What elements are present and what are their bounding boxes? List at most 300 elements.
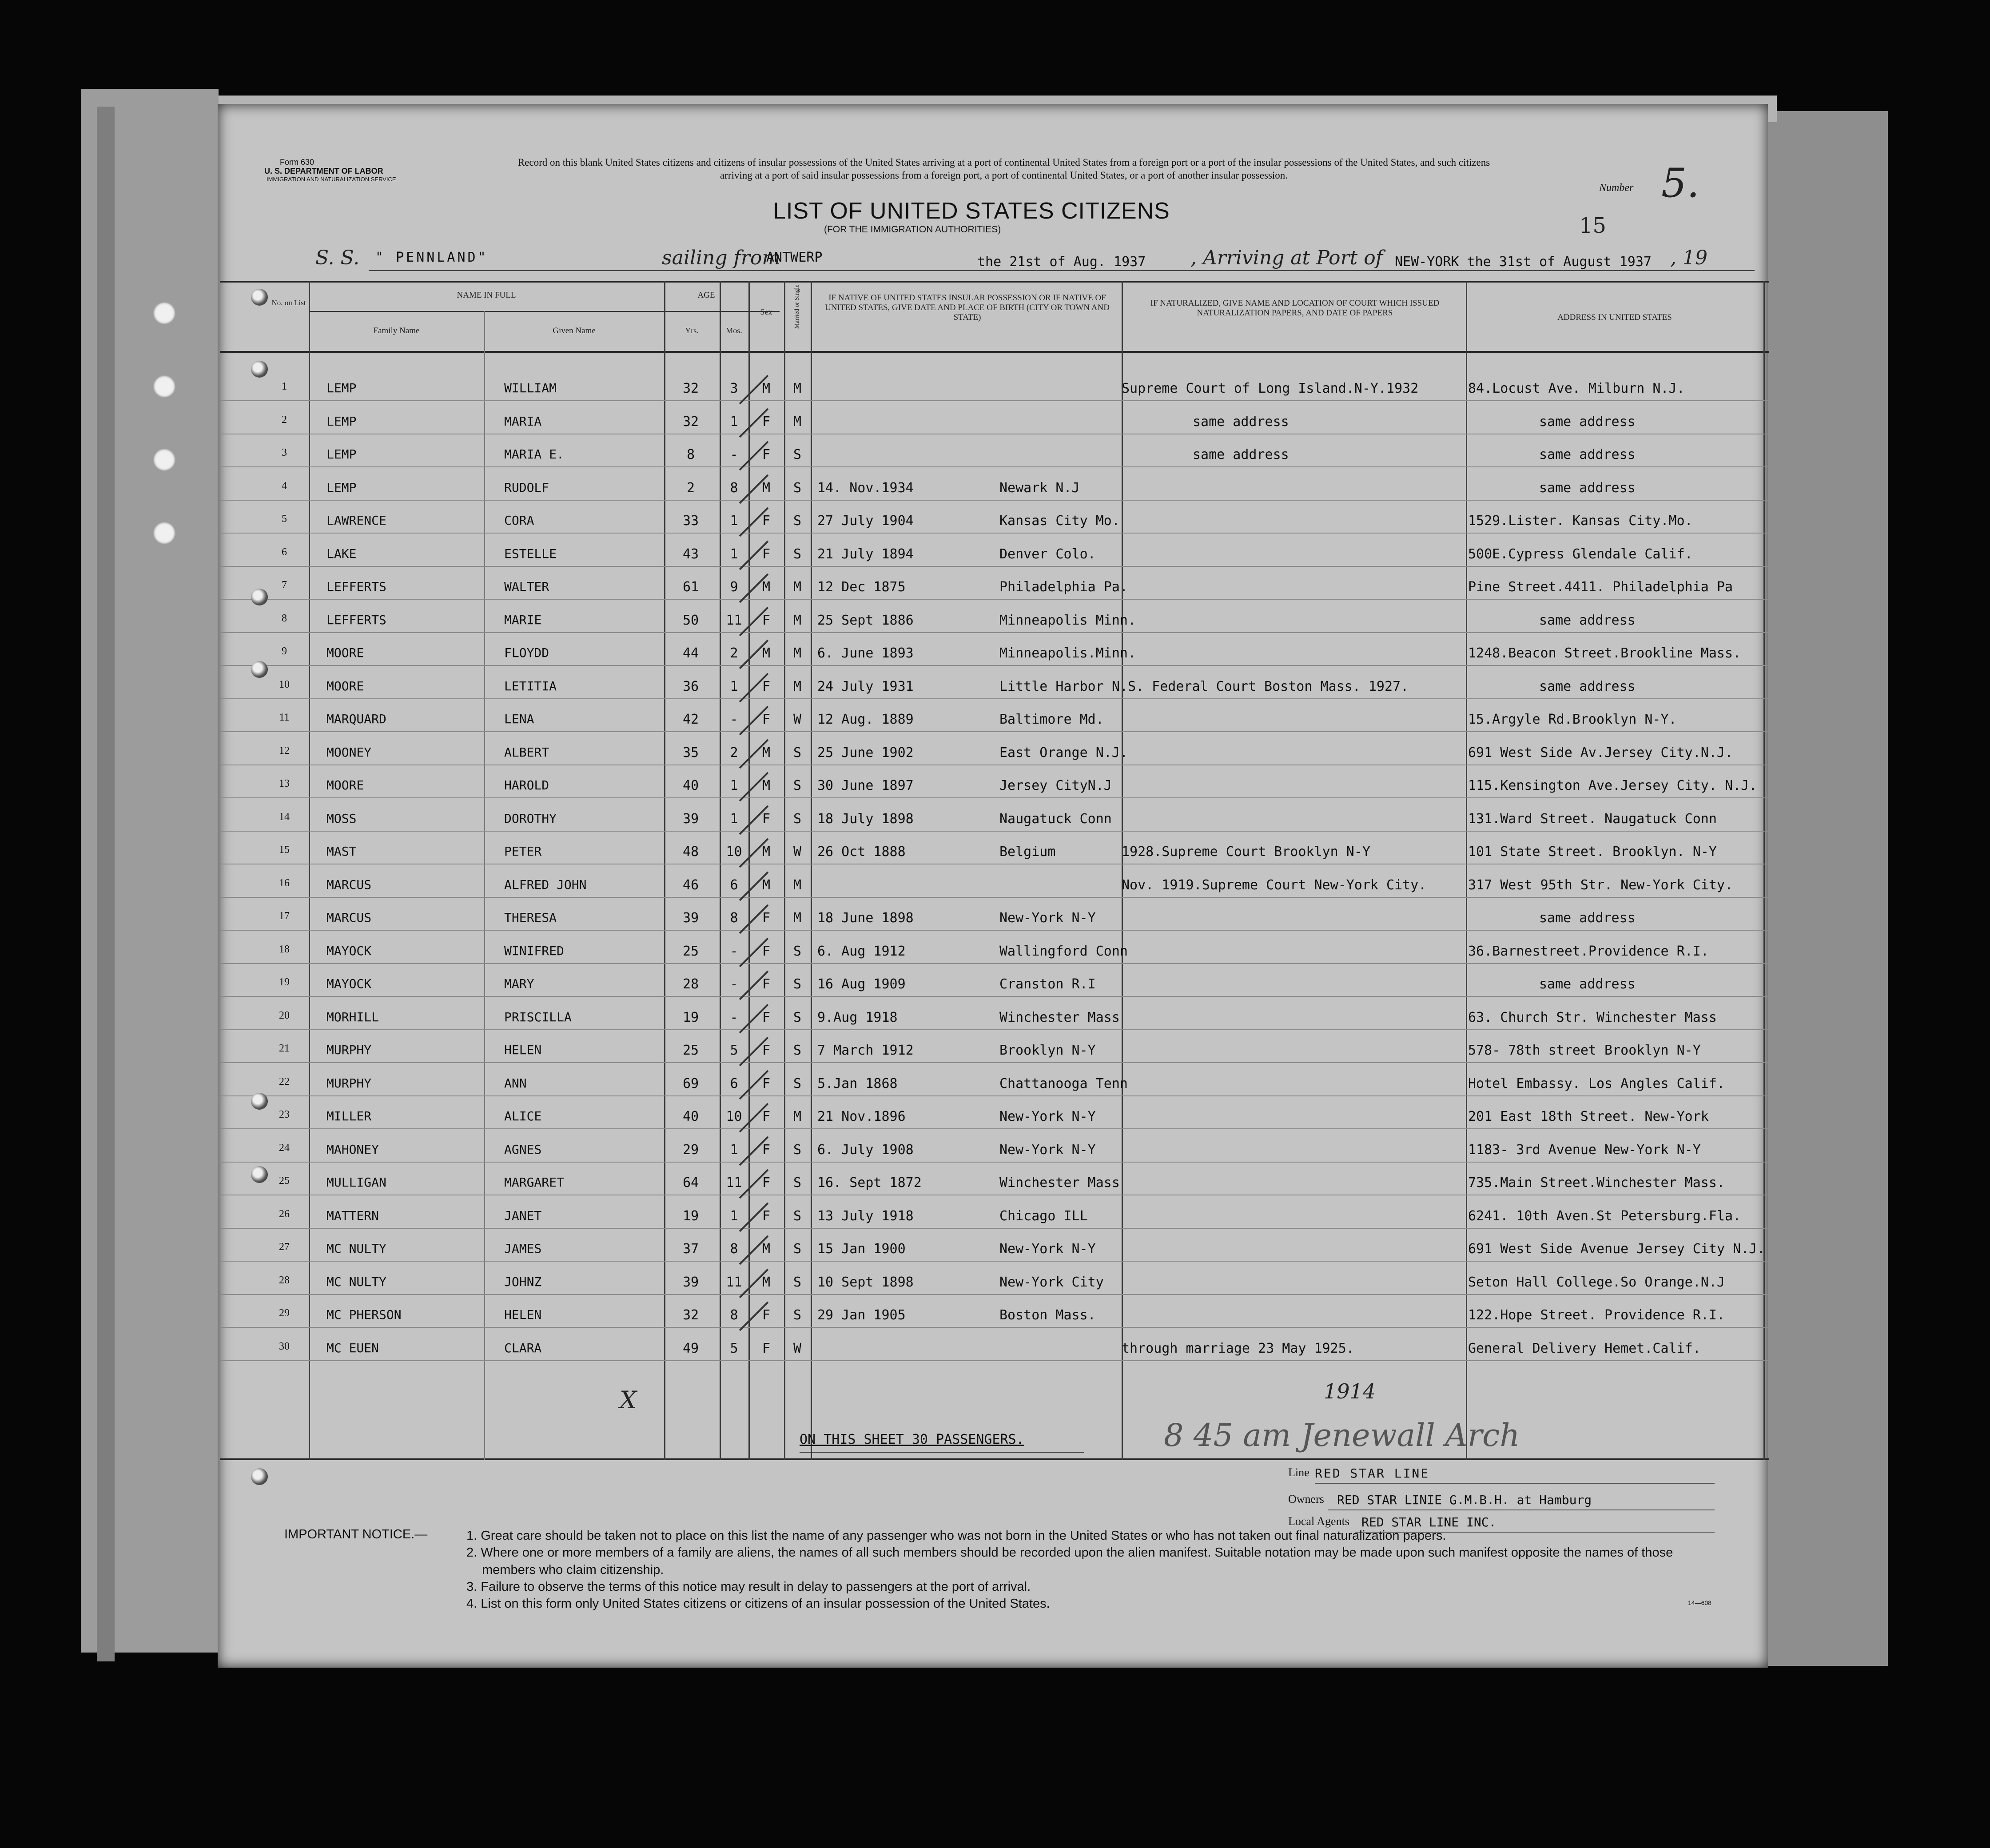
cell-ms: S <box>793 778 802 793</box>
cell-no: 21 <box>279 1043 290 1054</box>
cell-yrs: 39 <box>682 811 699 827</box>
cell-given: ALFRED JOHN <box>504 877 587 892</box>
cell-sex: M <box>762 1274 771 1290</box>
cell-bdate: 7 March 1912 <box>817 1043 914 1058</box>
cell-ms: W <box>793 844 802 860</box>
cell-given: PETER <box>504 844 542 859</box>
cell-ms: S <box>793 447 802 462</box>
notice-item: 2. Where one or more members of a family are aliens, the names of all such members should be recorded upon the alien manifest. Suitable notation may be made upon such manifest opposite the names of those members who claim citizenship. <box>466 1545 1673 1577</box>
cell-mos: 5 <box>730 1043 738 1058</box>
notice-list <box>466 1527 1719 1612</box>
row-divider <box>220 466 1769 467</box>
cell-addr: 1183- 3rd Avenue New-York N-Y <box>1468 1142 1701 1158</box>
table-bottom-border <box>220 1458 1769 1460</box>
row-divider <box>220 500 1769 501</box>
cell-ms: M <box>793 678 802 694</box>
cell-yrs: 61 <box>682 579 699 595</box>
ship-line-rule <box>369 270 1755 271</box>
row-divider <box>220 1360 1769 1361</box>
cell-given: MARIE <box>504 612 542 627</box>
agents-label: Local Agents <box>1288 1515 1349 1528</box>
cell-addr: 500E.Cypress Glendale Calif. <box>1468 546 1693 562</box>
header-given-name: Given Name <box>553 326 596 335</box>
cell-nat: Supreme Court of Long Island.N-Y.1932 <box>1122 381 1419 396</box>
col-line <box>1122 281 1123 1460</box>
header-sex: Sex <box>760 307 772 316</box>
cell-addr: same address <box>1539 447 1636 462</box>
cell-no: 17 <box>279 910 290 922</box>
cell-mos: 5 <box>730 1340 738 1356</box>
cell-sex: M <box>762 645 771 661</box>
cell-mos: 8 <box>730 480 738 496</box>
cell-given: HELEN <box>504 1043 542 1057</box>
cell-sex: M <box>762 778 771 793</box>
cell-yrs: 40 <box>682 778 699 793</box>
cell-no: 28 <box>279 1274 290 1286</box>
cell-bplace: Jersey CityN.J <box>999 778 1112 793</box>
cell-family: LAWRENCE <box>326 513 386 528</box>
cell-bdate: 24 July 1931 <box>817 678 914 694</box>
cell-no: 8 <box>282 612 287 624</box>
cell-sex: F <box>762 1307 771 1323</box>
cell-family: MURPHY <box>326 1075 372 1091</box>
cell-bdate: 12 Dec 1875 <box>817 579 906 595</box>
cell-bplace: East Orange N.J. <box>999 745 1128 761</box>
cell-addr: same address <box>1539 678 1636 694</box>
cell-mos: 6 <box>730 1075 738 1091</box>
cell-sex: F <box>762 414 771 430</box>
cell-addr: 1248.Beacon Street.Brookline Mass. <box>1468 645 1741 661</box>
punch-mark <box>251 1166 268 1183</box>
cell-addr: 1529.Lister. Kansas City.Mo. <box>1468 513 1693 529</box>
cell-mos: - <box>730 943 738 959</box>
cell-addr: Seton Hall College.So Orange.N.J <box>1468 1274 1725 1290</box>
cell-family: MILLER <box>326 1109 372 1123</box>
cell-mos: 11 <box>726 612 742 628</box>
cell-family: LEMP <box>326 480 357 495</box>
cell-family: LEFFERTS <box>326 612 386 627</box>
cell-addr: 101 State Street. Brooklyn. N-Y <box>1468 844 1717 860</box>
handwritten-x-mark: X <box>620 1386 637 1414</box>
cell-yrs: 49 <box>682 1340 699 1356</box>
header-bottom-border <box>220 351 1769 353</box>
cell-given: PRISCILLA <box>504 1009 572 1024</box>
cell-family: MAYOCK <box>326 976 372 991</box>
cell-given: MARY <box>504 976 534 991</box>
cell-family: MC NULTY <box>326 1274 386 1289</box>
cell-given: ANN <box>504 1075 527 1091</box>
cell-no: 18 <box>279 943 290 955</box>
cell-no: 11 <box>279 712 290 723</box>
cell-ms: M <box>793 612 802 628</box>
row-divider <box>220 930 1769 931</box>
ship-name: " PENNLAND" <box>375 250 488 265</box>
service-name: IMMIGRATION AND NATURALIZATION SERVICE <box>267 176 396 183</box>
cell-given: THERESA <box>504 910 557 925</box>
cell-given: MARIA E. <box>504 447 564 462</box>
cell-addr: 15.Argyle Rd.Brooklyn N-Y. <box>1468 712 1677 727</box>
row-divider <box>220 698 1769 699</box>
cell-given: ALICE <box>504 1109 542 1123</box>
cell-mos: 8 <box>730 1307 738 1323</box>
cell-addr: same address <box>1539 910 1636 926</box>
cell-given: ESTELLE <box>504 546 557 561</box>
cell-sex: F <box>762 1009 771 1025</box>
cell-ms: S <box>793 1208 802 1224</box>
header-married-single: Married or Single <box>793 284 800 329</box>
cell-addr: 691 West Side Avenue Jersey City N.J. <box>1468 1241 1765 1257</box>
cell-ms: S <box>793 1075 802 1091</box>
cell-addr: 578- 78th street Brooklyn N-Y <box>1468 1043 1701 1058</box>
cell-bdate: 27 July 1904 <box>817 513 914 529</box>
cell-family: MOORE <box>326 678 364 693</box>
footer-code: 14—608 <box>1688 1599 1711 1606</box>
cell-mos: 8 <box>730 1241 738 1257</box>
cell-bplace: New-York N-Y <box>999 1109 1096 1124</box>
passenger-table <box>220 281 1769 1460</box>
cell-mos: 2 <box>730 645 738 661</box>
cell-sex: M <box>762 745 771 761</box>
cell-addr: same address <box>1539 480 1636 496</box>
notice-item: 4. List on this form only United States citizens or citizens of an insular possession of the United States. <box>466 1597 1050 1611</box>
cell-ms: S <box>793 1175 802 1191</box>
col-line <box>309 281 310 1460</box>
cell-yrs: 2 <box>686 480 695 496</box>
cell-bdate: 26 Oct 1888 <box>817 844 906 860</box>
cell-sex: F <box>762 1142 771 1158</box>
cell-addr: General Delivery Hemet.Calif. <box>1468 1340 1701 1356</box>
cell-yrs: 35 <box>682 745 699 761</box>
line-value: RED STAR LINE <box>1315 1466 1430 1481</box>
page-number: 15 <box>1579 213 1607 238</box>
cell-nat: same address <box>1193 447 1289 462</box>
row-divider <box>220 1162 1769 1163</box>
row-divider <box>220 1261 1769 1262</box>
header-family-name: Family Name <box>373 326 420 335</box>
notice-label: IMPORTANT NOTICE.— <box>284 1527 428 1541</box>
cell-sex: F <box>762 712 771 727</box>
row-divider <box>220 1327 1769 1328</box>
cell-yrs: 33 <box>682 513 699 529</box>
sailing-label: sailing from <box>662 247 781 269</box>
cell-mos: 3 <box>730 381 738 396</box>
cell-yrs: 8 <box>686 447 695 462</box>
cell-bdate: 21 Nov.1896 <box>817 1109 906 1124</box>
year-suffix: , 19 <box>1670 247 1707 269</box>
cell-yrs: 28 <box>682 976 699 992</box>
cell-family: MOSS <box>326 811 357 826</box>
punch-mark <box>251 1468 268 1485</box>
cell-addr: Hotel Embassy. Los Angles Calif. <box>1468 1075 1725 1091</box>
cell-nat: Nov. 1919.Supreme Court New-York City. <box>1122 877 1427 893</box>
cell-bdate: 21 July 1894 <box>817 546 914 562</box>
punch-mark <box>251 661 268 678</box>
cell-ms: S <box>793 811 802 827</box>
cell-family: MORHILL <box>326 1009 379 1024</box>
cell-sex: M <box>762 877 771 893</box>
handwritten-stamp-note: 8 45 am Jenewall Arch <box>1164 1417 1520 1454</box>
row-divider <box>220 533 1769 534</box>
cell-addr: 6241. 10th Aven.St Petersburg.Fla. <box>1468 1208 1741 1224</box>
cell-yrs: 39 <box>682 1274 699 1290</box>
cell-family: LEFFERTS <box>326 579 386 594</box>
cell-family: MAHONEY <box>326 1142 379 1157</box>
sheet-total: ON THIS SHEET 30 PASSENGERS. <box>800 1432 1024 1447</box>
cell-family: LEMP <box>326 447 357 462</box>
cell-sex: F <box>762 612 771 628</box>
cell-addr: 36.Barnestreet.Providence R.I. <box>1468 943 1709 959</box>
cell-sex: M <box>762 844 771 860</box>
cell-bplace: Brooklyn N-Y <box>999 1043 1096 1058</box>
cell-bdate: 29 Jan 1905 <box>817 1307 906 1323</box>
cell-sex: F <box>762 546 771 562</box>
cell-bplace: Wallingford Conn <box>999 943 1128 959</box>
cell-ms: S <box>793 546 802 562</box>
cell-no: 6 <box>282 546 287 558</box>
cell-sex: F <box>762 1175 771 1191</box>
header-yrs: Yrs. <box>685 326 699 335</box>
cell-addr: same address <box>1539 414 1636 430</box>
row-divider <box>220 996 1769 997</box>
header-naturalized: IF NATURALIZED, GIVE NAME AND LOCATION OF COURT WHICH ISSUED NATURALIZATION PAPERS, AND DATE OF PAPERS <box>1150 299 1440 318</box>
punch-mark <box>251 361 268 378</box>
cell-ms: M <box>793 1109 802 1124</box>
cell-yrs: 40 <box>682 1109 699 1124</box>
record-instructions: Record on this blank United States citizens and citizens of insular possessions of the United States arriving at a port of continental United States from a foreign port or a port of the insular possessions of the United States, and such citizens arriving at a port of said insular possessions from a foreign port, a port of continental United States, or a port of another insular possession. <box>517 157 1490 181</box>
cell-bdate: 18 June 1898 <box>817 910 914 926</box>
cell-yrs: 46 <box>682 877 699 893</box>
row-divider <box>220 1228 1769 1229</box>
col-line <box>664 281 665 1460</box>
cell-bplace: New-York N-Y <box>999 1142 1096 1158</box>
cell-no: 30 <box>279 1340 290 1352</box>
cell-yrs: 32 <box>682 1307 699 1323</box>
cell-bplace: Chattanooga Tenn <box>999 1075 1128 1091</box>
cell-yrs: 25 <box>682 943 699 959</box>
cell-bdate: 25 Sept 1886 <box>817 612 914 628</box>
cell-family: LEMP <box>326 381 357 395</box>
cell-family: MOORE <box>326 778 364 793</box>
cell-family: LEMP <box>326 414 357 429</box>
cell-yrs: 64 <box>682 1175 699 1191</box>
cell-mos: 10 <box>726 1109 742 1124</box>
cell-mos: - <box>730 1009 738 1025</box>
cell-bdate: 9.Aug 1918 <box>817 1009 898 1025</box>
left-binding-fold <box>97 107 115 1661</box>
cell-mos: 1 <box>730 513 738 529</box>
cell-addr: 63. Church Str. Winchester Mass <box>1468 1009 1717 1025</box>
cell-sex: M <box>762 1241 771 1257</box>
cell-no: 7 <box>282 579 287 591</box>
cell-mos: 9 <box>730 579 738 595</box>
cell-mos: - <box>730 447 738 462</box>
header-mos: Mos. <box>726 326 742 335</box>
binder-hole <box>153 449 175 471</box>
notice-item: 3. Failure to observe the terms of this notice may result in delay to passengers at the port of arrival. <box>466 1579 1031 1594</box>
department-name: U. S. DEPARTMENT OF LABOR <box>264 167 383 175</box>
cell-ms: W <box>793 1340 802 1356</box>
cell-yrs: 29 <box>682 1142 699 1158</box>
cell-given: CLARA <box>504 1340 542 1355</box>
cell-bplace: Baltimore Md. <box>999 712 1104 727</box>
cell-yrs: 25 <box>682 1043 699 1058</box>
cell-family: MC PHERSON <box>326 1307 402 1322</box>
row-divider <box>220 1095 1769 1096</box>
cell-bdate: 12 Aug. 1889 <box>817 712 914 727</box>
cell-given: MARGARET <box>504 1175 564 1190</box>
cell-addr: 691 West Side Av.Jersey City.N.J. <box>1468 745 1733 761</box>
cell-bplace: Chicago ILL <box>999 1208 1088 1224</box>
line-rule <box>1315 1483 1715 1484</box>
cell-given: LETITIA <box>504 678 557 693</box>
cell-no: 15 <box>279 844 290 856</box>
cell-mos: 1 <box>730 546 738 562</box>
binder-hole <box>153 302 175 324</box>
cell-sex: F <box>762 976 771 992</box>
cell-yrs: 42 <box>682 712 699 727</box>
cell-given: JOHNZ <box>504 1274 542 1289</box>
cell-sex: F <box>762 678 771 694</box>
cell-bdate: 6. Aug 1912 <box>817 943 906 959</box>
cell-bdate: 30 June 1897 <box>817 778 914 793</box>
cell-given: JANET <box>504 1208 542 1223</box>
row-divider <box>220 632 1769 633</box>
cell-family: MARCUS <box>326 910 372 925</box>
cell-mos: 10 <box>726 844 742 860</box>
cell-bdate: 14. Nov.1934 <box>817 480 914 496</box>
form-number: Form 630 <box>280 158 314 167</box>
cell-family: MOORE <box>326 645 364 660</box>
cell-sex: M <box>762 579 771 595</box>
cell-ms: M <box>793 579 802 595</box>
cell-bplace: Newark N.J <box>999 480 1080 496</box>
cell-ms: M <box>793 381 802 396</box>
cell-ms: S <box>793 943 802 959</box>
back-sheet-right <box>1768 111 1888 1666</box>
cell-given: HELEN <box>504 1307 542 1322</box>
cell-no: 16 <box>279 877 290 889</box>
cell-no: 5 <box>282 513 287 525</box>
cell-yrs: 48 <box>682 844 699 860</box>
cell-mos: 1 <box>730 678 738 694</box>
cell-ms: S <box>793 1274 802 1290</box>
cell-no: 20 <box>279 1009 290 1021</box>
punch-mark <box>251 289 268 306</box>
cell-no: 22 <box>279 1075 290 1087</box>
row-divider <box>220 963 1769 964</box>
cell-no: 9 <box>282 645 287 657</box>
cell-ms: M <box>793 910 802 926</box>
cell-no: 2 <box>282 414 287 426</box>
cell-yrs: 36 <box>682 678 699 694</box>
col-line <box>1763 281 1765 1460</box>
cell-sex: F <box>762 447 771 462</box>
cell-given: WILLIAM <box>504 381 557 395</box>
cell-bplace: Winchester Mass <box>999 1175 1120 1191</box>
cell-family: MOONEY <box>326 745 372 760</box>
cell-no: 23 <box>279 1109 290 1120</box>
cell-ms: S <box>793 480 802 496</box>
col-line <box>484 311 485 1460</box>
departure-port: ANTWERP <box>766 250 823 265</box>
cell-yrs: 32 <box>682 414 699 430</box>
cell-given: RUDOLF <box>504 480 549 495</box>
cell-mos: - <box>730 712 738 727</box>
cell-ms: S <box>793 513 802 529</box>
notice-item: 1. Great care should be taken not to place on this list the name of any passenger who was not born in the United States or who has not taken out final naturalization papers. <box>466 1529 1446 1543</box>
cell-no: 10 <box>279 678 290 690</box>
cell-mos: 8 <box>730 910 738 926</box>
cell-given: HAROLD <box>504 778 549 793</box>
cell-family: MAST <box>326 844 357 859</box>
row-divider <box>220 1062 1769 1063</box>
col-line <box>1466 281 1467 1460</box>
cell-given: DOROTHY <box>504 811 557 826</box>
cell-bplace: Little Harbor N.S. Federal Court Boston Mass. 1927. <box>999 678 1409 694</box>
cell-no: 19 <box>279 976 290 988</box>
cell-mos: - <box>730 976 738 992</box>
header-age: AGE <box>697 291 715 300</box>
table-top-border <box>220 281 1769 283</box>
cell-bplace: New-York N-Y <box>999 1241 1096 1257</box>
cell-ms: W <box>793 712 802 727</box>
cell-mos: 1 <box>730 414 738 430</box>
cell-mos: 1 <box>730 811 738 827</box>
cell-yrs: 69 <box>682 1075 699 1091</box>
cell-given: MARIA <box>504 414 542 429</box>
cell-yrs: 44 <box>682 645 699 661</box>
row-divider <box>220 1128 1769 1129</box>
cell-mos: 1 <box>730 1142 738 1158</box>
cell-family: MURPHY <box>326 1043 372 1057</box>
cell-ms: S <box>793 1009 802 1025</box>
cell-bdate: 6. July 1908 <box>817 1142 914 1158</box>
row-divider <box>220 831 1769 832</box>
cell-nat: 1928.Supreme Court Brooklyn N-Y <box>1122 844 1370 860</box>
cell-ms: S <box>793 1043 802 1058</box>
cell-bplace: Denver Colo. <box>999 546 1096 562</box>
cell-addr: 122.Hope Street. Providence R.I. <box>1468 1307 1725 1323</box>
cell-bdate: 16. Sept 1872 <box>817 1175 922 1191</box>
cell-sex: F <box>762 1208 771 1224</box>
cell-sex: M <box>762 480 771 496</box>
arriving-label: , Arriving at Port of <box>1190 247 1383 269</box>
cell-addr: 84.Locust Ave. Milburn N.J. <box>1468 381 1685 396</box>
cell-sex: F <box>762 1109 771 1124</box>
cell-yrs: 50 <box>682 612 699 628</box>
cell-addr: same address <box>1539 612 1636 628</box>
cell-sex: F <box>762 513 771 529</box>
cell-bplace: Philadelphia Pa. <box>999 579 1128 595</box>
owners-label: Owners <box>1288 1493 1324 1505</box>
cell-given: JAMES <box>504 1241 542 1256</box>
row-divider <box>220 1029 1769 1030</box>
total-double-underline <box>800 1452 1084 1453</box>
cell-given: WINIFRED <box>504 943 564 958</box>
cell-yrs: 19 <box>682 1208 699 1224</box>
cell-mos: 11 <box>726 1175 742 1191</box>
col-line <box>811 281 812 1460</box>
cell-given: FLOYDD <box>504 645 549 660</box>
cell-ms: M <box>793 877 802 893</box>
cell-bplace: Cranston R.I <box>999 976 1096 992</box>
cell-bdate: 5.Jan 1868 <box>817 1075 898 1091</box>
punch-mark <box>251 589 268 605</box>
cell-nat: through marriage 23 May 1925. <box>1122 1340 1354 1356</box>
punch-mark <box>251 1093 268 1110</box>
cell-no: 27 <box>279 1241 290 1253</box>
cell-sex: F <box>762 1043 771 1058</box>
